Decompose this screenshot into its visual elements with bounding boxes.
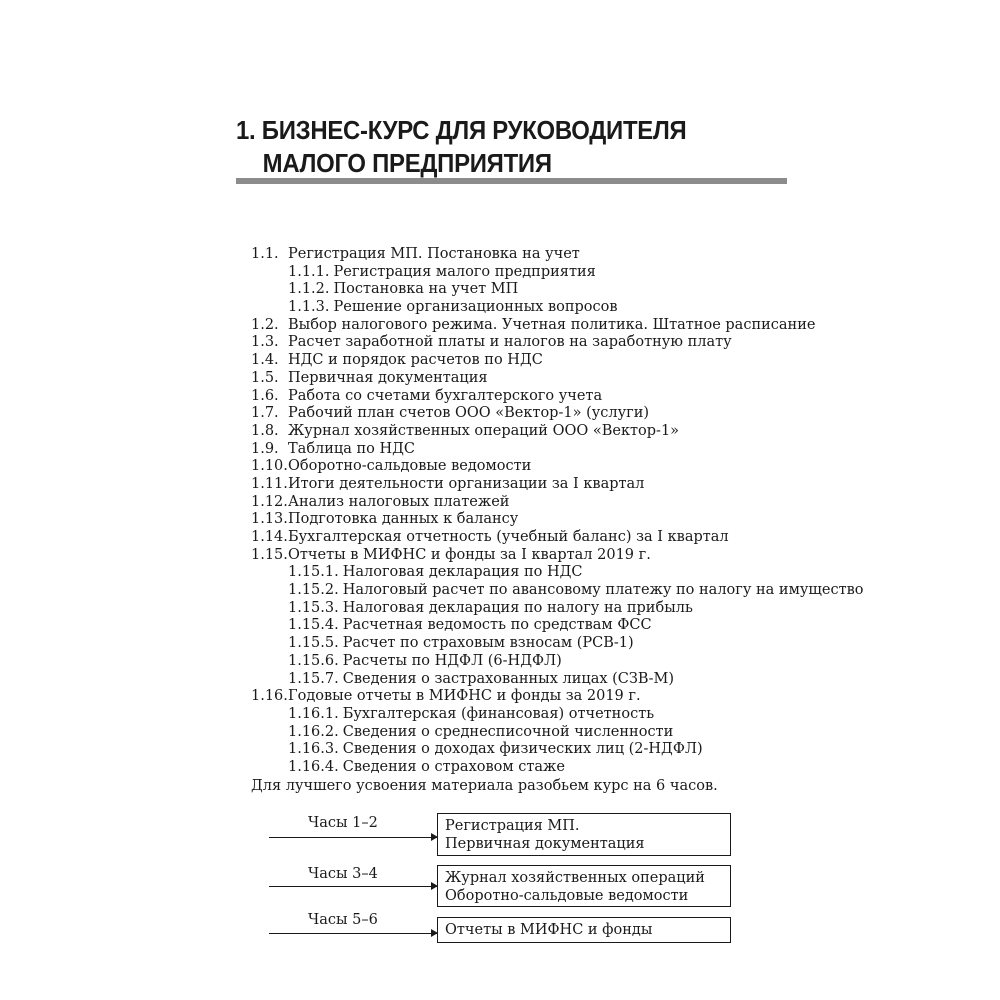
toc-text: Расчетная ведомость по средствам ФСС [342, 617, 652, 634]
toc-number: 1.15.3. [288, 599, 339, 616]
chapter-number: 1. [236, 115, 256, 145]
toc-number: 1.4. [251, 352, 279, 369]
schedule-box [437, 865, 731, 907]
toc-number: 1.1.2. [288, 281, 330, 298]
toc-number: 1.15.5. [288, 635, 339, 652]
toc-number: 1.8. [251, 422, 279, 439]
toc-text: Журнал хозяйственных операций ООО «Вектор-1» [288, 422, 680, 439]
schedule-box-line: Журнал хозяйственных операций [445, 870, 705, 886]
toc-number: 1.15.2. [288, 582, 339, 599]
toc-text: Решение организационных вопросов [333, 299, 618, 316]
schedule-box-line: Регистрация МП. [445, 818, 580, 834]
arrow-right-icon [269, 933, 437, 934]
toc-text: Сведения о доходах физических лиц (2-НДФЛ) [342, 741, 703, 758]
toc-number: 1.16.1. [288, 705, 339, 722]
toc-text: Таблица по НДС [288, 440, 416, 457]
toc-text: Отчеты в МИФНС и фонды за I квартал 2019 г. [288, 546, 651, 563]
toc-number: 1.14. [251, 529, 288, 545]
toc-number: 1.15.1. [288, 564, 339, 581]
toc-number: 1.1.1. [288, 263, 330, 280]
toc-text: Регистрация малого предприятия [333, 263, 596, 280]
toc-text: Анализ налоговых платежей [288, 493, 510, 510]
schedule-label: Часы 3–4 [308, 866, 378, 882]
toc-text: Годовые отчеты в МИФНС и фонды за 2019 г. [288, 688, 641, 705]
toc-text: НДС и порядок расчетов по НДС [288, 352, 543, 369]
toc-text: Работа со счетами бухгалтерского учета [288, 387, 603, 404]
toc-text: Расчет заработной платы и налогов на заработную плату [288, 334, 732, 351]
toc-text: Регистрация МП. Постановка на учет [288, 246, 580, 262]
toc-number: 1.15.6. [288, 652, 339, 669]
toc-text: Первичная документация [288, 369, 488, 386]
toc-text: Расчеты по НДФЛ (6-НДФЛ) [342, 652, 562, 669]
toc-text: Бухгалтерская (финансовая) отчетность [342, 705, 655, 722]
toc-text: Расчет по страховым взносам (РСВ-1) [342, 635, 634, 652]
schedule-box-line: Оборотно-сальдовые ведомости [445, 888, 689, 904]
toc-text: Рабочий план счетов ООО «Вектор-1» (услуги) [288, 405, 650, 422]
toc-number: 1.10. [251, 458, 288, 475]
toc-text: Подготовка данных к балансу [288, 511, 519, 528]
intro-paragraph: Для лучшего усвоения материала разобьем курс на 6 часов. [251, 778, 718, 794]
toc-number: 1.1. [251, 246, 279, 262]
toc-number: 1.15. [251, 546, 288, 563]
toc-number: 1.6. [251, 387, 279, 404]
toc-number: 1.16.2. [288, 723, 339, 740]
toc-number: 1.16.4. [288, 758, 339, 775]
toc-text: Сведения о среднесписочной численности [342, 723, 674, 740]
toc-text: Сведения о застрахованных лицах (СЗВ-М) [342, 670, 674, 687]
chapter-title-line1: БИЗНЕС-КУРС ДЛЯ РУКОВОДИТЕЛЯ [261, 115, 687, 145]
toc-text: Налоговая декларация по НДС [342, 564, 583, 581]
toc-number: 1.9. [251, 440, 279, 457]
toc-text: Бухгалтерская отчетность (учебный баланс) за I квартал [288, 529, 729, 545]
toc-number: 1.16. [251, 688, 288, 705]
schedule-label: Часы 5–6 [308, 912, 378, 928]
toc-number: 1.3. [251, 334, 279, 351]
toc-number: 1.5. [251, 369, 279, 386]
toc-number: 1.7. [251, 405, 279, 422]
schedule-box-line: Первичная документация [445, 836, 645, 852]
schedule-box [437, 917, 731, 943]
schedule-box [437, 813, 731, 856]
chapter-title-line2: МАЛОГО ПРЕДПРИЯТИЯ [262, 148, 552, 178]
toc-text: Налоговая декларация по налогу на прибыль [342, 599, 693, 616]
arrow-right-icon [269, 837, 437, 838]
arrow-right-icon [269, 886, 437, 887]
toc-text: Сведения о страховом стаже [342, 758, 565, 775]
schedule-box-line: Отчеты в МИФНС и фонды [445, 922, 653, 938]
toc-number: 1.12. [251, 493, 288, 510]
toc-number: 1.16.3. [288, 741, 339, 758]
toc-number: 1.15.7. [288, 670, 339, 687]
toc-text: Оборотно-сальдовые ведомости [288, 458, 532, 475]
toc-text: Налоговый расчет по авансовому платежу по налогу на имущество [342, 582, 864, 599]
toc-number: 1.1.3. [288, 299, 330, 316]
schedule-label: Часы 1–2 [308, 815, 378, 831]
toc-text: Постановка на учет МП [333, 281, 519, 298]
toc-text: Выбор налогового режима. Учетная политика. Штатное расписание [288, 316, 816, 333]
toc-number: 1.13. [251, 511, 288, 528]
toc-number: 1.15.4. [288, 617, 339, 634]
toc-text: Итоги деятельности организации за I квартал [288, 475, 645, 492]
toc-number: 1.11. [251, 475, 288, 492]
toc-number: 1.2. [251, 316, 279, 333]
